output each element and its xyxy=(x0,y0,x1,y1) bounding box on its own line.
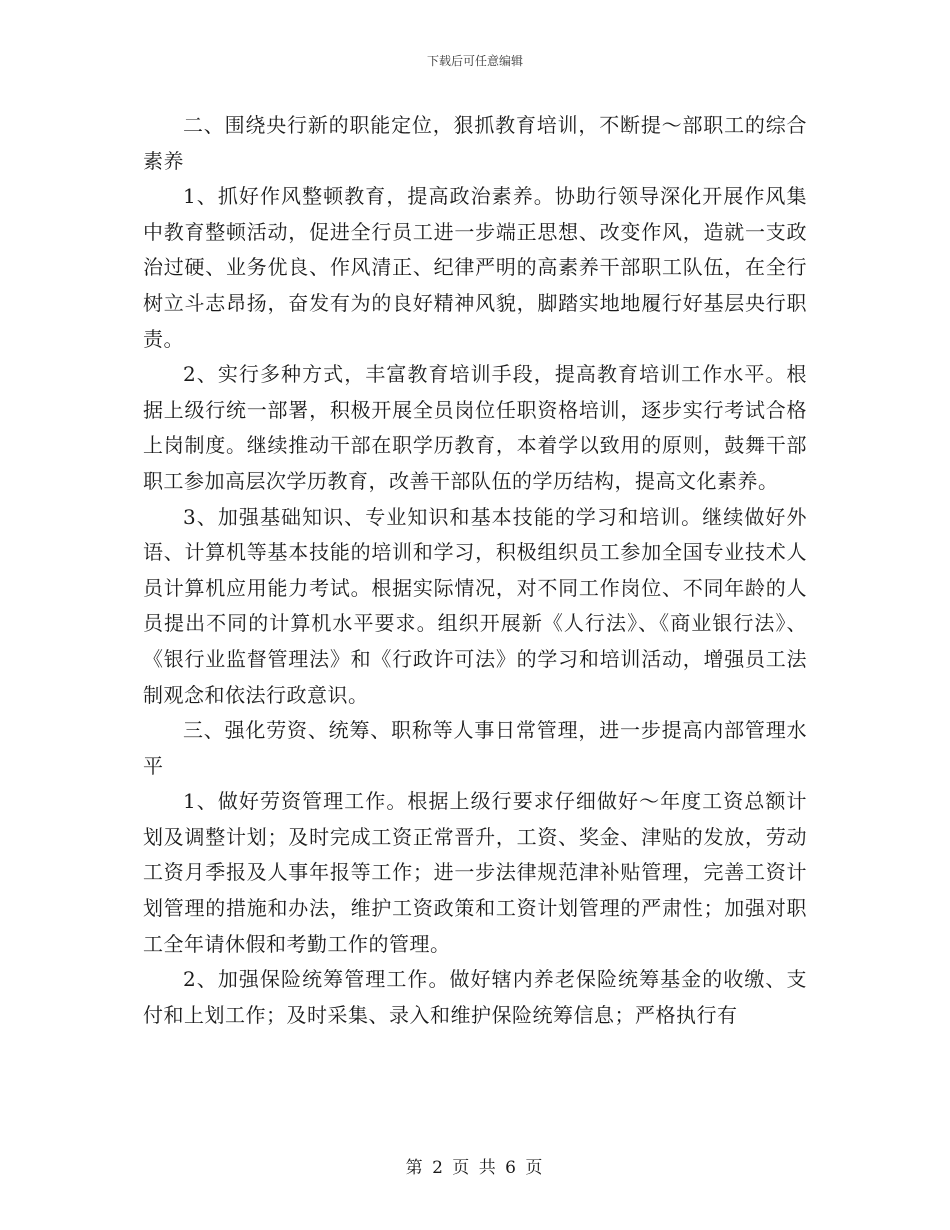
page-header: 下载后可任意编辑 xyxy=(426,54,523,68)
paragraph: 1、做好劳资管理工作。根据上级行要求仔细做好～年度工资总额计划及调整计划；及时完成工资正常晋升，工资、奖金、津贴的发放，劳动工资月季报及人事年报等工作；进一步法律规范津补贴管理，完善工资计划管理的措施和办法，维护工资政策和工资计划管理的严肃性；加强对职工全年请休假和考勤工作的管理。 xyxy=(143,789,807,956)
page-number: 第 2 页 共 6 页 xyxy=(405,1158,545,1178)
paragraph: 2、加强保险统筹管理工作。做好辖内养老保险统筹基金的收缴、支付和上划工作；及时采集、录入和维护保险统筹信息；严格执行有 xyxy=(143,967,807,1027)
paragraph: 3、加强基础知识、专业知识和基本技能的学习和培训。继续做好外语、计算机等基本技能的培训和学习，积极组织员工参加全国专业技术人员计算机应用能力考试。根据实际情况，对不同工作岗位、不同年龄的人员提出不同的计算机水平要求。组织开展新《人行法》、《商业银行法》、《银行业监督管理法》和《行政许可法》的学习和培训活动，增强员工法制观念和依法行政意识。 xyxy=(143,504,807,707)
document-body xyxy=(143,108,807,1033)
paragraph: 1、抓好作风整顿教育，提高政治素养。协助行领导深化开展作风集中教育整顿活动，促进全行员工进一步端正思想、改变作风，造就一支政治过硬、业务优良、作风清正、纪律严明的高素养干部职工队伍，在全行树立斗志昂扬，奋发有为的良好精神风貌，脚踏实地地履行好基层央行职责。 xyxy=(143,184,807,351)
section-heading-2: 二、围绕央行新的职能定位，狠抓教育培训，不断提～部职工的综合素养 xyxy=(143,113,807,173)
section-heading-3: 三、强化劳资、统筹、职称等人事日常管理，进一步提高内部管理水平 xyxy=(143,718,807,778)
paragraph: 2、实行多种方式，丰富教育培训手段，提高教育培训工作水平。根据上级行统一部署，积极开展全员岗位任职资格培训，逐步实行考试合格上岗制度。继续推动干部在职学历教育，本着学以致用的原则，鼓舞干部职工参加高层次学历教育，改善干部队伍的学历结构，提高文化素养。 xyxy=(143,362,807,493)
